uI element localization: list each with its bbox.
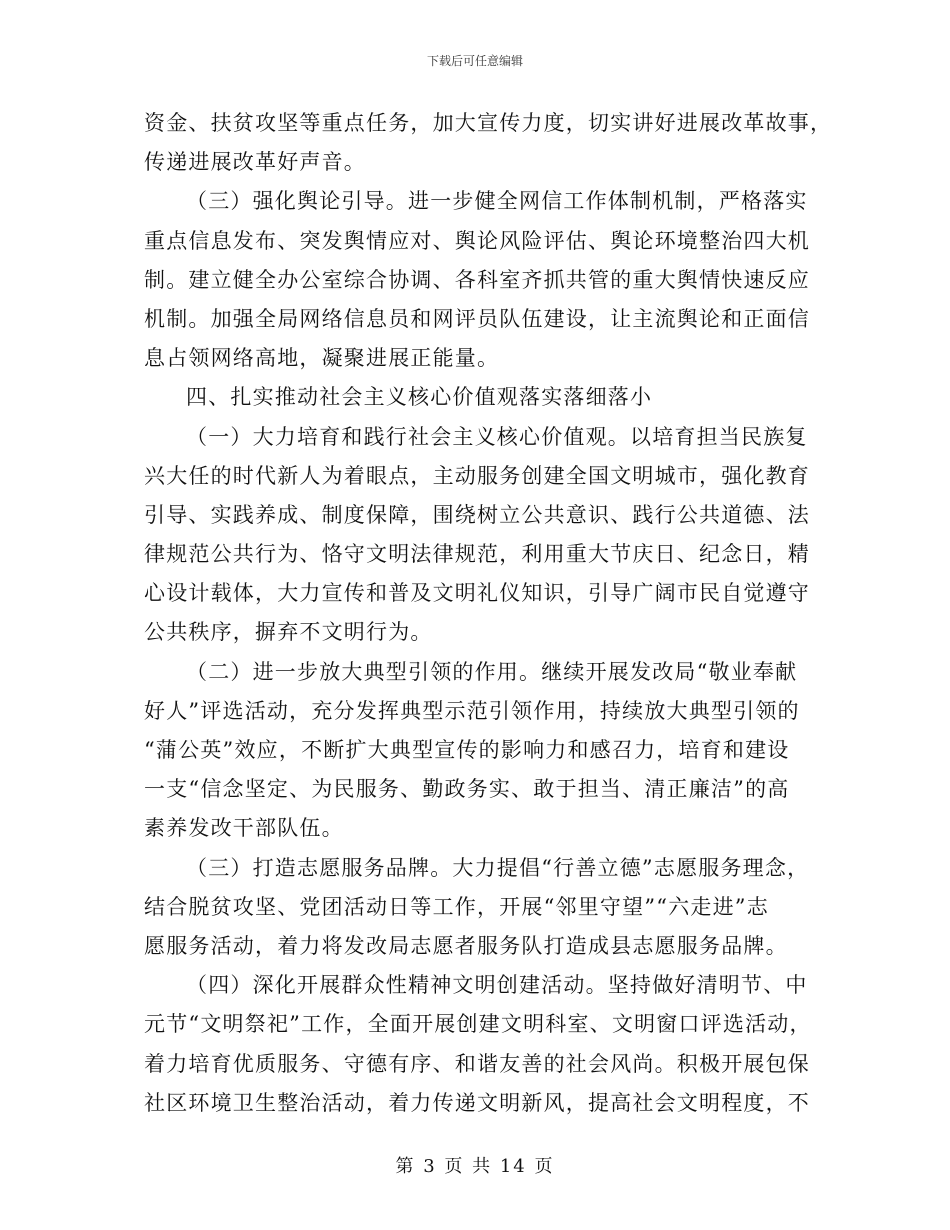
text-line: 重点信息发布、突发舆情应对、舆论风险评估、舆论环境整治四大机	[144, 228, 810, 253]
text-line: 资金、扶贫攻坚等重点任务，加大宣传力度，切实讲好进展改革故事，	[144, 111, 833, 135]
text-line: 好人”评选活动，充分发挥典型示范引领作用，持续放大典型引领的	[144, 698, 800, 723]
text-line: （一）大力培育和践行社会主义核心价值观。以培育担当民族复	[186, 424, 808, 449]
text-line: 兴大任的时代新人为着眼点，主动服务创建全国文明城市，强化教育	[144, 463, 810, 488]
text-line: （三）强化舆论引导。进一步健全网信工作体制机制，严格落实	[186, 189, 808, 214]
text-line: 传递进展改革好声音。	[144, 150, 366, 175]
page-header-note: 下载后可任意编辑	[426, 54, 523, 68]
text-line: 制。建立健全办公室综合协调、各科室齐抓共管的重大舆情快速反应	[144, 267, 810, 292]
text-line: “蒲公英”效应，不断扩大典型宣传的影响力和感召力，培育和建设	[144, 738, 790, 762]
text-line: （二）进一步放大典型引领的作用。继续开展发改局“敬业奉献	[186, 659, 798, 684]
text-line: 心设计载体，大力宣传和普及文明礼仪知识，引导广阔市民自觉遵守	[144, 581, 810, 606]
text-line: 着力培育优质服务、守德有序、和谐友善的社会风尚。积极开展包保	[144, 1051, 810, 1076]
text-line: 一支“信念坚定、为民服务、勤政务实、敢于担当、清正廉洁”的高	[144, 777, 790, 802]
text-line: 结合脱贫攻坚、党团活动日等工作，开展“邻里守望”“六走进”志	[144, 894, 769, 919]
section-heading: 四、扎实推动社会主义核心价值观落实落细落小	[186, 385, 653, 410]
document-body	[144, 104, 833, 1123]
text-line: 元节“文明祭祀”工作，全面开展创建文明科室、文明窗口评选活动，	[144, 1012, 812, 1037]
text-line: （四）深化开展群众性精神文明创建活动。坚持做好清明节、中	[186, 973, 808, 998]
text-line: 引导、实践养成、制度保障，围绕树立公共意识、践行公共道德、法	[144, 502, 810, 527]
text-line: 愿服务活动，着力将发改局志愿者服务队打造成县志愿服务品牌。	[144, 933, 788, 958]
text-line: 素养发改干部队伍。	[144, 816, 344, 841]
text-line: 律规范公共行为、恪守文明法律规范，利用重大节庆日、纪念日，精	[144, 542, 810, 567]
page-number-footer: 第 3 页 共 14 页	[395, 1156, 555, 1177]
text-line: 机制。加强全局网络信息员和网评员队伍建设，让主流舆论和正面信	[144, 306, 810, 331]
text-line: 公共秩序，摒弃不文明行为。	[144, 620, 433, 645]
text-line: 社区环境卫生整治活动，着力传递文明新风，提高社会文明程度，不	[144, 1090, 810, 1115]
text-line: 息占领网络高地，凝聚进展正能量。	[144, 346, 500, 371]
text-line: （三）打造志愿服务品牌。大力提倡“行善立德”志愿服务理念，	[186, 855, 810, 880]
